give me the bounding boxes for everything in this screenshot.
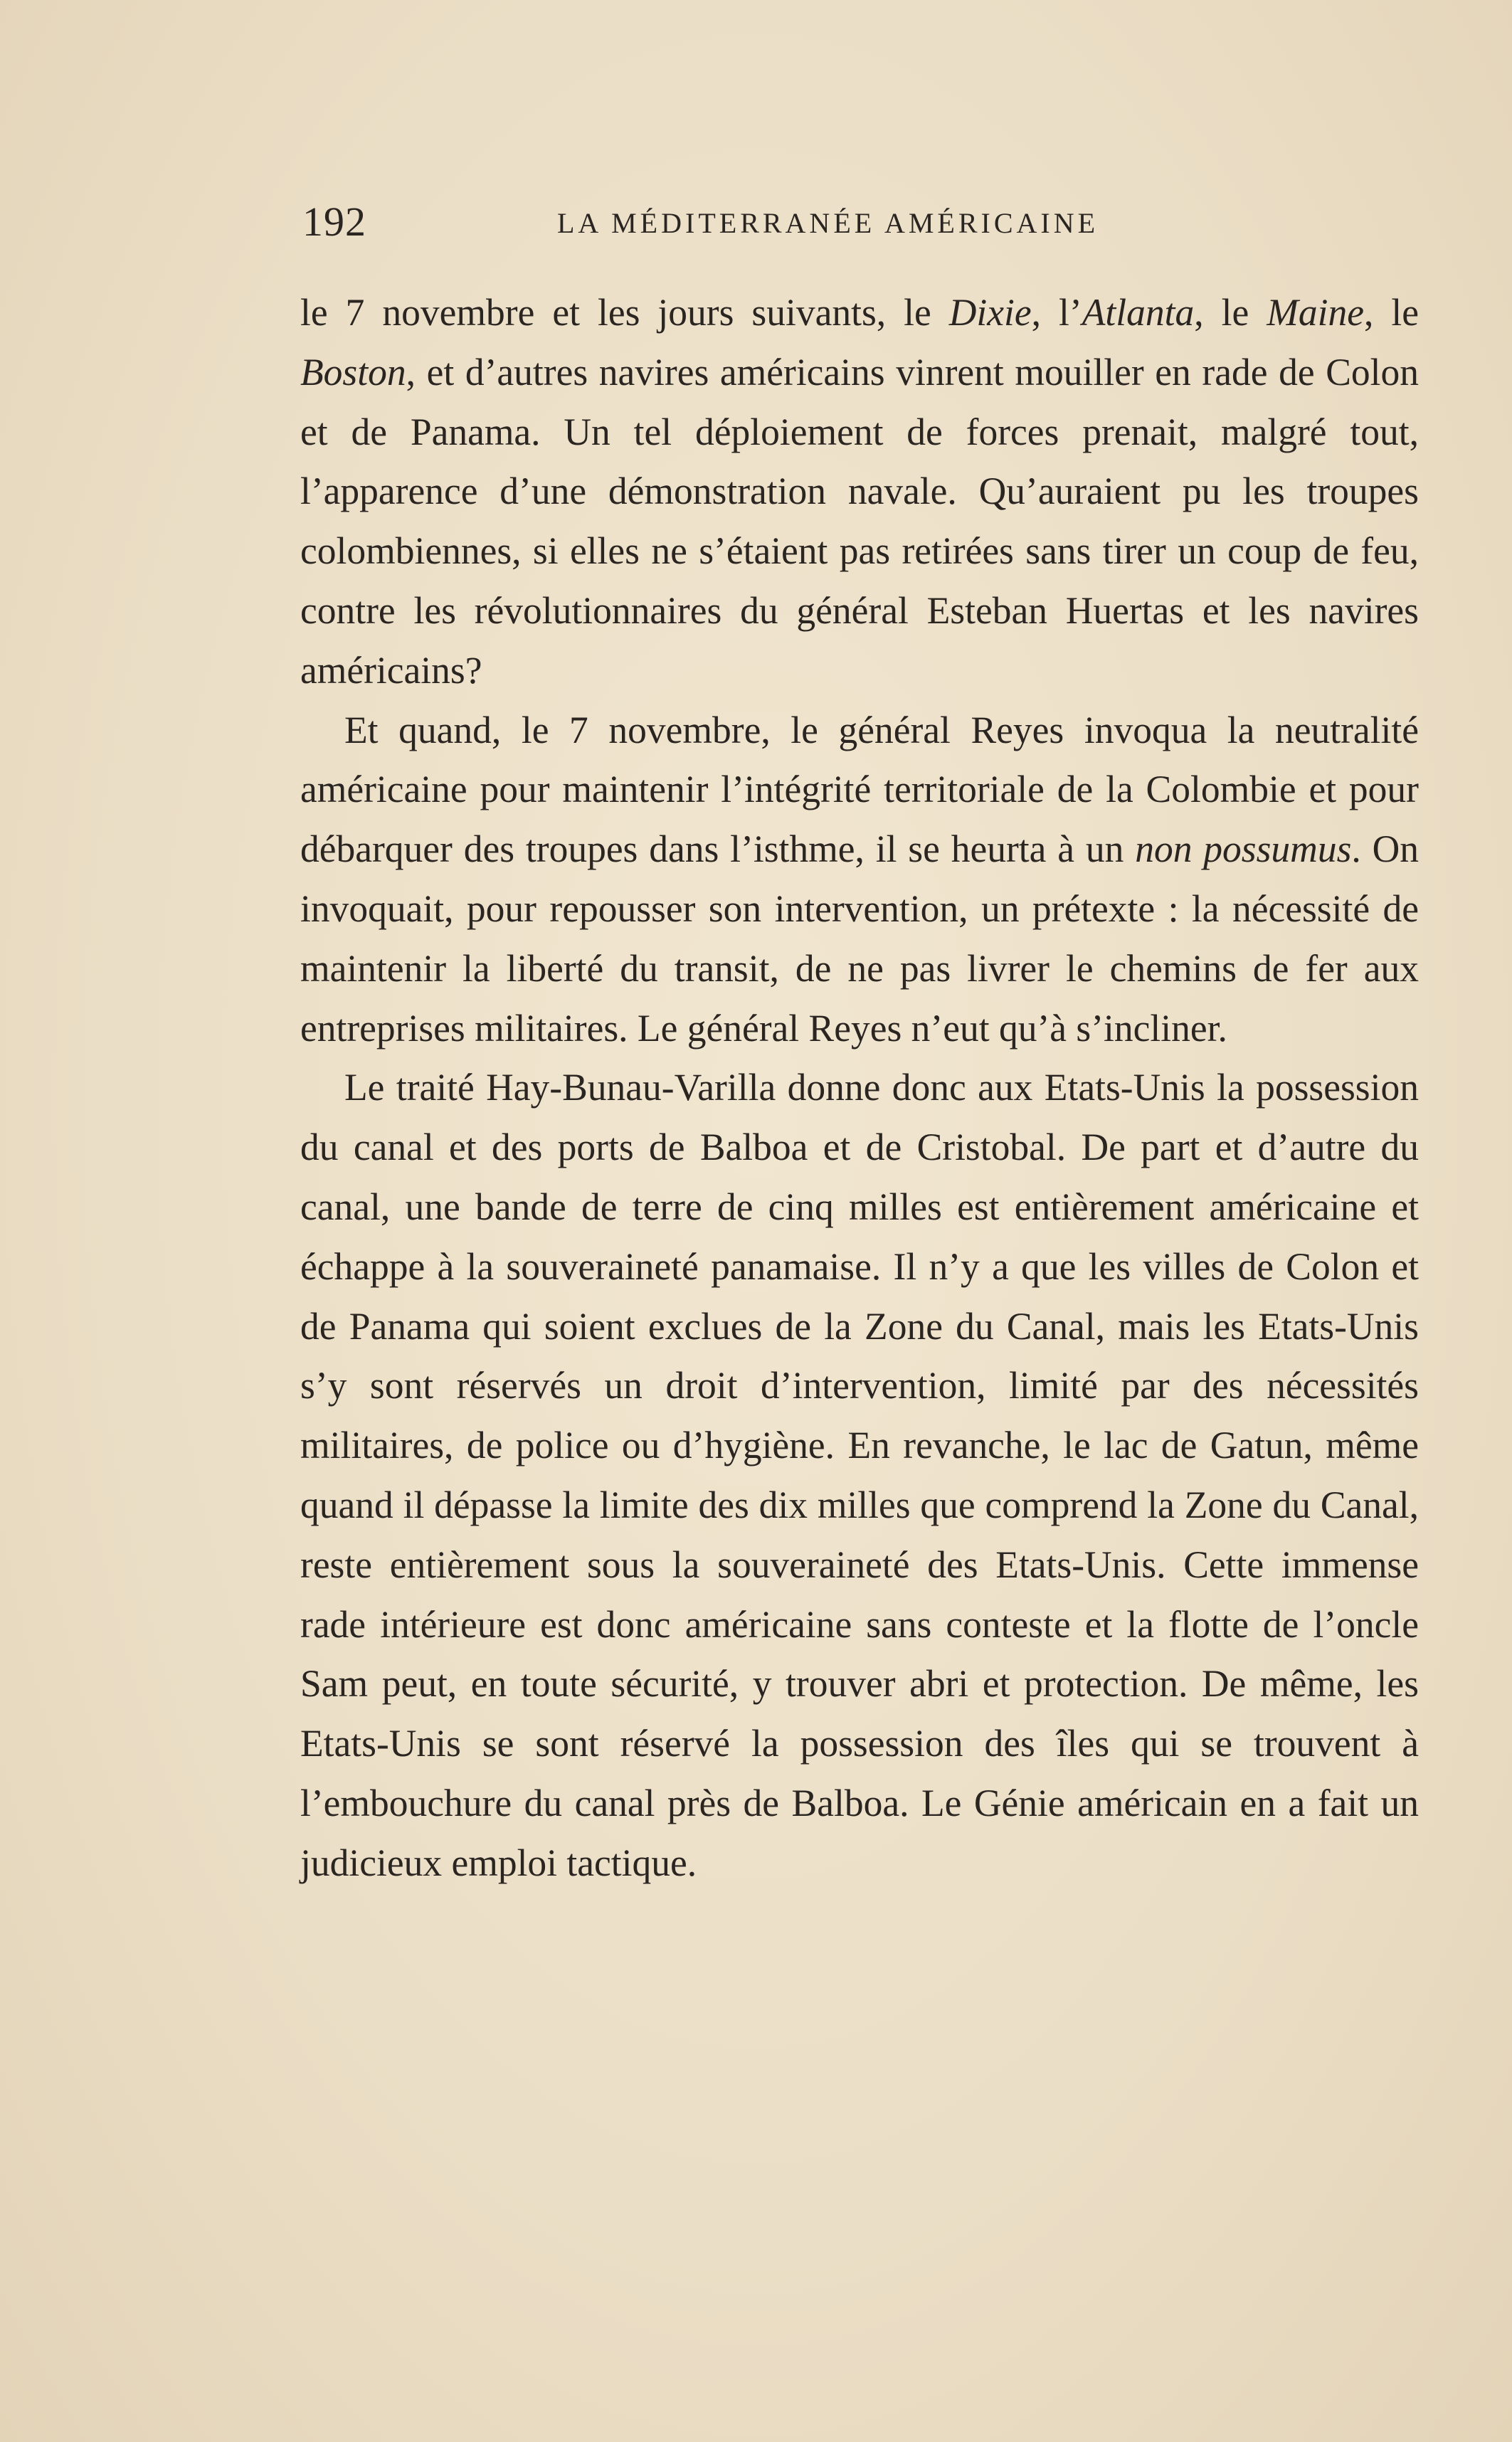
running-head: LA MÉDITERRANÉE AMÉRICAINE — [557, 207, 1099, 239]
page-number: 192 — [302, 199, 366, 245]
page-header — [302, 198, 1420, 255]
ship-name-atlanta: Atlanta — [1082, 291, 1195, 334]
paragraph-1-text-5: , et d’autres navires américains vinrent mouiller en rade de Colon et de Panama. Un tel déploiement de forces prenait, malgré tout, l’apparence d’une démonstration navale. Qu’auraient pu les troupes colombiennes, si elles ne s’étaient pas retirées sans tirer un coup de feu, contre les révolutionnaires du général Esteban Huertas et les navires américains? — [300, 350, 1419, 692]
paragraph-2 — [300, 701, 1419, 1059]
paragraph-1-text-3: , le — [1194, 291, 1267, 334]
paragraph-3-text: Le traité Hay-Bunau-Varilla donne donc aux Etats-Unis la possession du canal et des ports de Balboa et de Cristobal. De part et d’autre du canal, une bande de terre de cinq milles est entièrement américaine et échappe à la souveraineté panamaise. Il n’y a que les villes de Colon et de Panama qui soient exclues de la Zone du Canal, mais les Etats-Unis s’y sont réservés un droit d’intervention, limité par des nécessités militaires, de police ou d’hygiène. En revanche, le lac de Gatun, même quand il dépasse la limite des dix milles que comprend la Zone du Canal, reste entièrement sous la souveraineté des Etats-Unis. Cette immense rade intérieure est donc américaine sans conteste et la flotte de l’oncle Sam peut, en toute sécurité, y trouver abri et protection. De même, les Etats-Unis se sont réservé la possession des îles qui se trouvent à l’embouchure du canal près de Balboa. Le Génie américain en a fait un judicieux emploi tactique. — [300, 1066, 1419, 1884]
paragraph-2-text-1: Et quand, le 7 novembre, le général Reyes invoqua la neutralité américaine pour maintenir l’intégrité territoriale de la Colombie et pour débarquer des troupes dans l’isthme, il se heurta à un — [300, 708, 1419, 871]
paragraph-1-text-1: le 7 novembre et les jours suivants, le — [300, 291, 949, 334]
ship-name-maine: Maine — [1267, 291, 1364, 334]
paragraph-2-text-2: . On invoquait, pour repousser son intervention, un prétexte : la nécessité de maintenir la liberté du transit, de ne pas livrer le chemins de fer aux entreprises militaires. Le général Reyes n’eut qu’à s’incliner. — [300, 828, 1420, 1050]
paragraph-1 — [300, 283, 1419, 701]
paragraph-3 — [300, 1058, 1419, 1893]
ship-name-boston: Boston — [300, 350, 406, 393]
paragraph-1-text-2: , l’ — [1031, 291, 1082, 334]
ship-name-dixie: Dixie — [948, 291, 1032, 334]
body-text — [300, 283, 1419, 1893]
paragraph-1-text-4: , le — [1363, 291, 1419, 334]
latin-phrase: non possumus — [1135, 828, 1352, 871]
